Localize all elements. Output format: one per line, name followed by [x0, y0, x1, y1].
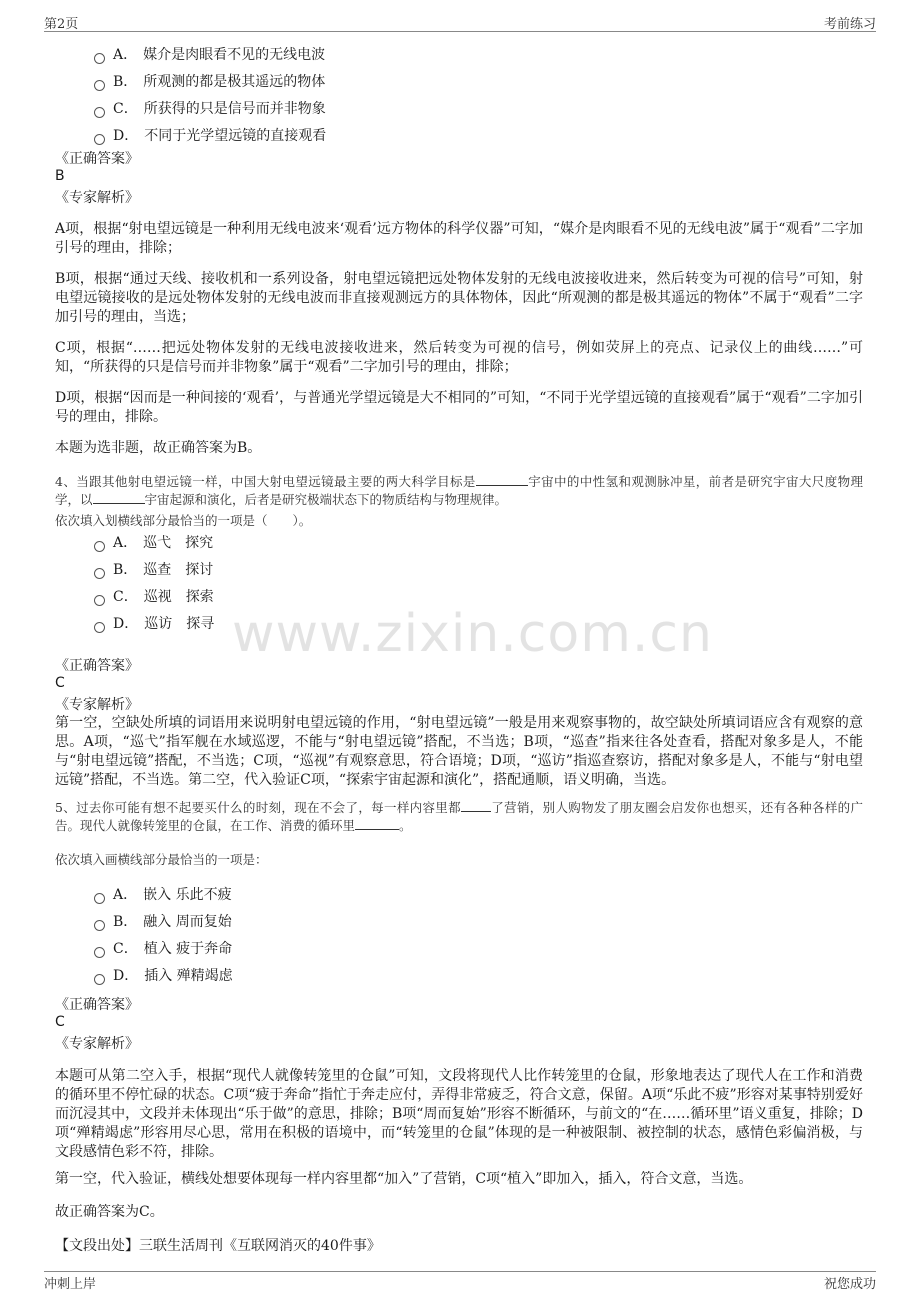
radio-icon[interactable]: [94, 947, 105, 958]
option-letter: C．: [113, 101, 138, 117]
option-letter: A．: [113, 47, 138, 63]
q5-option-b[interactable]: [94, 912, 232, 932]
option-text: 媒介是肉眼看不见的无线电波: [143, 47, 326, 63]
q4-option-d[interactable]: [94, 614, 214, 634]
radio-icon[interactable]: [94, 622, 105, 633]
q5-option-d[interactable]: [94, 966, 233, 986]
q3-conclusion: [55, 439, 863, 458]
radio-icon[interactable]: [94, 53, 105, 64]
option-letter: A．: [113, 887, 138, 903]
header-title: 考前练习: [823, 17, 876, 32]
option-text: 巡访 探寻: [144, 616, 215, 632]
option-letter: C．: [113, 941, 138, 957]
q5-stem-part: 5、过去你可能有想不起要买什么的时刻，现在不会了，每一样内容里都: [55, 800, 461, 815]
q4-option-b[interactable]: [94, 560, 213, 580]
q5-option-c[interactable]: [94, 939, 232, 959]
page-header: [44, 13, 876, 32]
option-letter: B．: [113, 914, 138, 930]
option-text: 融入 周而复始: [143, 914, 232, 930]
page-number: 第2页: [44, 17, 79, 32]
q4-prompt: 依次填入划横线部分最恰当的一项是（ ）。: [55, 513, 312, 528]
option-text: 嵌入 乐此不疲: [143, 887, 232, 903]
option-letter: B．: [113, 562, 138, 578]
radio-icon[interactable]: [94, 595, 105, 606]
q5-option-a[interactable]: [94, 885, 232, 905]
radio-icon[interactable]: [94, 134, 105, 145]
page-footer: [44, 1273, 876, 1292]
blank-line: [355, 817, 399, 830]
q5-analysis-label: 《专家解析》: [55, 1036, 139, 1052]
q5-analysis-main: [55, 1067, 863, 1162]
q5-answer-label: 《正确答案》: [55, 997, 139, 1013]
q4-stem-part: 宇宙中的中性氢和观测脉冲星，前者是研究宇宙大尺度物理学，以: [55, 474, 863, 507]
q4-stem-part: 4、当跟其他射电望远镜一样，中国大射电望远镜最主要的两大科学目标是: [55, 474, 476, 489]
radio-icon[interactable]: [94, 568, 105, 579]
analysis-paragraph: 本题可从第二空入手，根据“现代人就像转笼里的仓鼠”可知，文段将现代人比作转笼里的仓鼠，形象地表达了现代人在工作和消费的循环里不停忙碌的状态。C项“疲于奔命”指忙于奔走应付，弄得非常疲乏，符合文意，保留。A项“乐此不疲”形容对某事特别爱好而沉浸其中，文段并未体现出“乐于做”的意思，排除；B项“周而复始”形容不断循环，与前文的“在……循环里”语义重复，排除；D项“殚精竭虑”形容用尽心思，常用在积极的语境中，而“转笼里的仓鼠”体现的是一种被限制、被控制的状态，感情色彩偏消极，与文段感情色彩不符，排除。: [55, 1068, 863, 1160]
footer-right: 祝您成功: [823, 1277, 876, 1292]
q4-answer: C: [55, 675, 65, 691]
footer-left: 冲刺上岸: [44, 1277, 97, 1292]
analysis-paragraph: B项，根据“通过天线、接收机和一系列设备，射电望远镜把远处物体发射的无线电波接收进来，然后转变为可视的信号”可知，射电望远镜接收的是远处物体发射的无线电波而非直接观测远方的具体物体，因此“所观测的都是极其遥远的物体”不属于“观看”二字加引号的理由，当选；: [55, 271, 863, 325]
footer-divider: [44, 1271, 876, 1272]
blank-line: [93, 491, 145, 504]
q3-option-b[interactable]: [94, 72, 325, 92]
q3-analysis-c: [55, 339, 863, 377]
option-letter: D．: [113, 128, 139, 144]
analysis-paragraph: 第一空，空缺处所填的词语用来说明射电望远镜的作用，“射电望远镜”一般是用来观察事物的，故空缺处所填词语应含有观察的意思。A项，“巡弋”指军舰在水域巡逻，不能与“射电望远镜”搭配，不当选；B项，“巡查”指来往各处查看，搭配对象多是人，不能与“射电望远镜”搭配，不当选；C项，“巡视”有观察意思，符合语境；D项，“巡访”指巡查察访，搭配对象多是人，不能与“射电望远镜”搭配，不当选。第二空，代入验证C项，“探索宇宙起源和演化”，搭配通顺，语义明确，当选。: [55, 715, 863, 788]
q5-source: 【文段出处】三联生活周刊《互联网消灭的40件事》: [55, 1238, 381, 1254]
blank-line: [461, 799, 491, 812]
option-text: 不同于光学望远镜的直接观看: [144, 128, 327, 144]
q3-option-d[interactable]: [94, 126, 326, 146]
q5-conclusion: [55, 1203, 863, 1222]
q4-option-c[interactable]: [94, 587, 214, 607]
option-letter: A．: [113, 535, 138, 551]
radio-icon[interactable]: [94, 893, 105, 904]
radio-icon[interactable]: [94, 541, 105, 552]
watermark: www.zixin.com.cn: [232, 604, 713, 664]
analysis-paragraph: 本题为选非题，故正确答案为B。: [55, 440, 262, 456]
q5-stem: [55, 799, 863, 835]
q4-stem: [55, 473, 863, 509]
option-text: 巡视 探索: [143, 589, 214, 605]
option-text: 插入 殚精竭虑: [144, 968, 233, 984]
option-letter: D．: [113, 616, 139, 632]
q5-answer: C: [55, 1014, 65, 1030]
q3-analysis-label: 《专家解析》: [55, 190, 139, 206]
option-letter: B．: [113, 74, 138, 90]
q4-answer-label: 《正确答案》: [55, 658, 139, 674]
q4-stem-part: 宇宙起源和演化，后者是研究极端状态下的物质结构与物理规律。: [144, 492, 508, 507]
analysis-paragraph: C项，根据“……把远处物体发射的无线电波接收进来，然后转变为可视的信号，例如荧屏上的亮点、记录仪上的曲线……”可知，“所获得的只是信号而并非物象”属于“观看”二字加引号的理由，排除；: [55, 340, 863, 375]
radio-icon[interactable]: [94, 920, 105, 931]
q5-analysis-blank1: [55, 1170, 863, 1189]
blank-line: [476, 473, 528, 486]
q5-stem-part: 了营销，别人购物发了朋友圈会启发你也想买，还有各种各样的广告。现代人就像转笼里的仓鼠，在工作、消费的循环里: [55, 800, 863, 833]
header-divider: [44, 31, 876, 32]
q4-analysis-label: 《专家解析》: [55, 697, 139, 713]
q3-answer-label: 《正确答案》: [55, 151, 139, 167]
analysis-paragraph: 第一空，代入验证，横线处想要体现每一样内容里都“加入”了营销，C项“植入”即加入，插入，符合文意，当选。: [55, 1171, 753, 1187]
radio-icon[interactable]: [94, 80, 105, 91]
q3-option-c[interactable]: [94, 99, 326, 119]
option-letter: C．: [113, 589, 138, 605]
q3-answer: B: [55, 168, 65, 184]
option-text: 所观测的都是极其遥远的物体: [143, 74, 326, 90]
option-text: 巡弋 探究: [143, 535, 214, 551]
option-letter: D．: [113, 968, 139, 984]
option-text: 巡查 探讨: [143, 562, 214, 578]
q3-analysis-b: [55, 270, 863, 327]
radio-icon[interactable]: [94, 974, 105, 985]
q3-option-a[interactable]: [94, 45, 325, 65]
analysis-paragraph: 故正确答案为C。: [55, 1204, 164, 1220]
analysis-paragraph: D项，根据“因而是一种间接的‘观看’，与普通光学望远镜是大不相同的”可知，“不同于光学望远镜的直接观看”属于“观看”二字加引号的理由，排除。: [55, 390, 863, 425]
option-text: 植入 疲于奔命: [143, 941, 233, 957]
q3-analysis-a: [55, 220, 863, 258]
analysis-paragraph: A项，根据“射电望远镜是一种利用无线电波来‘观看’远方物体的科学仪器”可知，“媒介是肉眼看不见的无线电波”属于“观看”二字加引号的理由，排除；: [55, 221, 863, 256]
q3-analysis-d: [55, 389, 863, 427]
q4-option-a[interactable]: [94, 533, 213, 553]
radio-icon[interactable]: [94, 107, 105, 118]
option-text: 所获得的只是信号而并非物象: [143, 101, 326, 117]
q5-stem-part: 。: [399, 818, 412, 833]
q4-analysis: [55, 714, 863, 790]
q5-prompt: 依次填入画横线部分最恰当的一项是：: [55, 852, 268, 867]
